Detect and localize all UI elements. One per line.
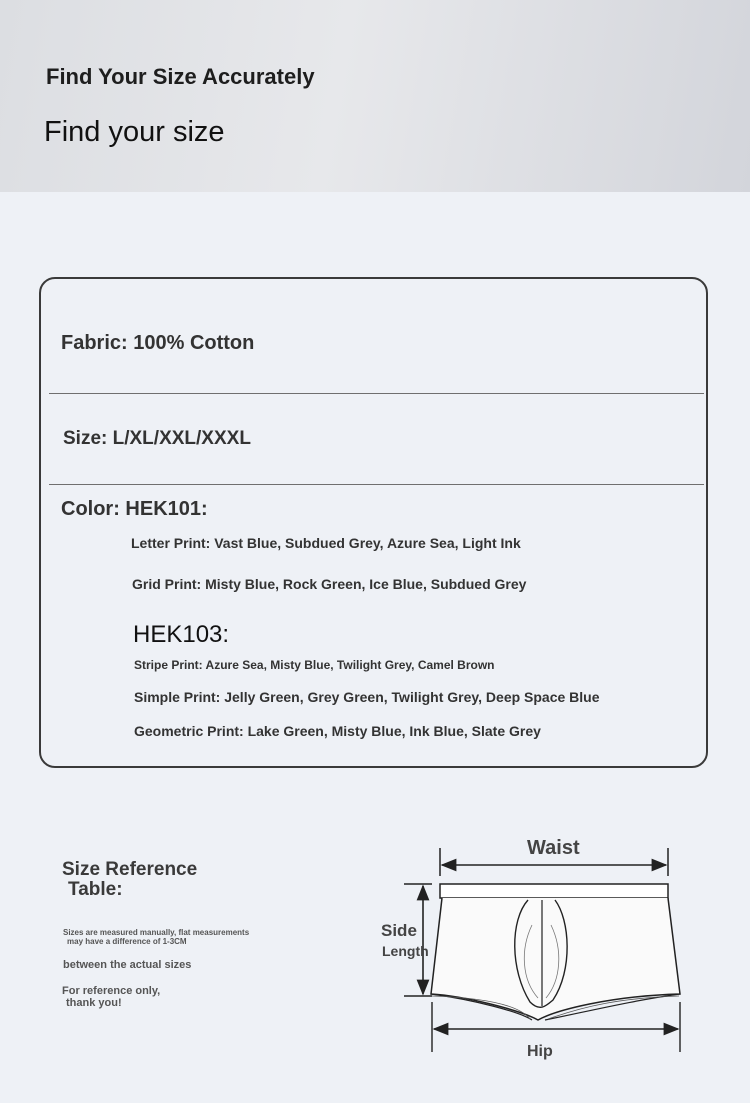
- difference-note: between the actual sizes: [63, 959, 192, 971]
- measurement-note: [63, 928, 249, 946]
- fabric-spec: Fabric: 100% Cotton: [61, 332, 255, 354]
- color-label: Color: HEK101:: [61, 498, 208, 520]
- waist-label: Waist: [527, 837, 580, 859]
- reference-note-line1: For reference only,: [62, 985, 161, 997]
- size-reference-title-line1: Size Reference: [62, 859, 198, 880]
- reference-note: [62, 985, 160, 1009]
- hek101-item: Letter Print: Vast Blue, Subdued Grey, Azure Sea, Light Ink: [131, 535, 521, 551]
- page-header: [0, 0, 750, 192]
- measurement-note-line2: may have a difference of 1-3CM: [67, 937, 187, 946]
- size-reference-title: [62, 860, 197, 900]
- header-title: Find Your Size Accurately: [46, 64, 315, 89]
- side-label: Side: [381, 921, 417, 940]
- hek103-item: Geometric Print: Lake Green, Misty Blue, Ink Blue, Slate Grey: [134, 723, 541, 739]
- reference-note-line2: thank you!: [66, 997, 122, 1009]
- hek103-label: HEK103:: [133, 621, 230, 648]
- spec-card: [39, 277, 708, 768]
- divider: [49, 484, 704, 485]
- header-subtitle: Find your size: [44, 116, 225, 148]
- divider: [49, 393, 704, 394]
- hip-label: Hip: [527, 1043, 553, 1060]
- size-reference-title-line2: Table:: [68, 879, 123, 900]
- measurement-note-line1: Sizes are measured manually, flat measurements: [63, 928, 250, 937]
- hek101-item: Grid Print: Misty Blue, Rock Green, Ice Blue, Subdued Grey: [132, 576, 527, 592]
- hek103-item: Simple Print: Jelly Green, Grey Green, Twilight Grey, Deep Space Blue: [134, 689, 600, 705]
- underwear-size-diagram: [370, 830, 700, 1080]
- length-label: Length: [382, 943, 429, 959]
- size-spec: Size: L/XL/XXL/XXXL: [63, 428, 251, 449]
- hek103-item: Stripe Print: Azure Sea, Misty Blue, Twilight Grey, Camel Brown: [134, 658, 495, 672]
